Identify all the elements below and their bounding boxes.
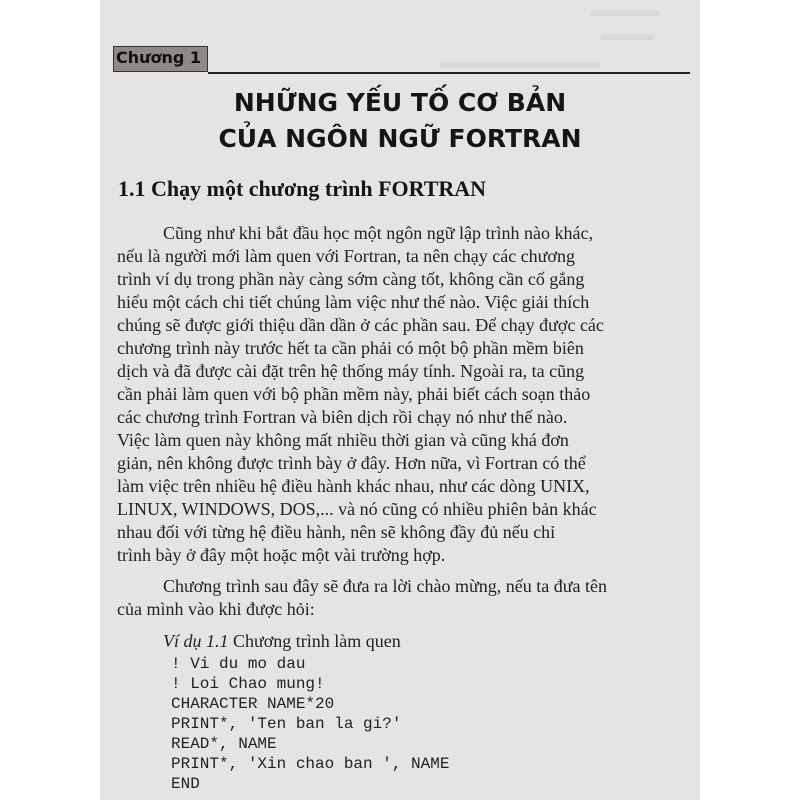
code-line: CHARACTER NAME*20 xyxy=(171,695,335,713)
paragraph-line: chương trình này trước hết ta cần phải có một bộ phần mềm biên xyxy=(117,338,584,358)
example-label: Ví dụ 1.1 xyxy=(163,631,229,651)
example-title: Chương trình làm quen xyxy=(228,631,401,651)
code-line: PRINT*, 'Ten ban la gi?' xyxy=(171,715,402,733)
paragraph-line: Việc làm quen này không mất nhiều thời gian và cũng khá đơn xyxy=(117,430,569,450)
paragraph-line: Cũng như khi bắt đầu học một ngôn ngữ lập trình nào khác, xyxy=(163,223,593,243)
chapter-title-line-2: CỦA NGÔN NGỮ FORTRAN xyxy=(218,124,582,153)
paragraph-line: của mình vào khi được hỏi: xyxy=(117,599,315,619)
paragraph-line: chúng sẽ được giới thiệu dần dần ở các phần sau. Để chạy được các xyxy=(117,315,604,335)
code-line: ! Vi du mo dau xyxy=(171,655,306,673)
example-caption xyxy=(163,631,401,652)
code-line: ! Loi Chao mung! xyxy=(171,675,325,693)
chapter-label: Chương 1 xyxy=(116,48,202,67)
paragraph-line: LINUX, WINDOWS, DOS,... và nó cũng có nhiều phiên bản khác xyxy=(117,499,597,519)
paragraph-line: dịch và đã được cài đặt trên hệ thống máy tính. Ngoài ra, ta cũng xyxy=(117,361,585,381)
paragraph-line: trình bày ở đây một hoặc một vài trường hợp. xyxy=(117,545,446,565)
paragraph-line: trình ví dụ trong phần này càng sớm càng tốt, không cần cố gắng xyxy=(117,269,585,289)
paragraph-line: cần phải làm quen với bộ phần mềm này, phải biết cách soạn thảo xyxy=(117,384,591,404)
paragraph-line: giản, nên không được trình bày ở đây. Hơn nữa, vì Fortran có thể xyxy=(117,453,586,473)
paragraph-line: hiểu một cách chi tiết chúng làm việc như thế nào. Việc giải thích xyxy=(117,292,590,312)
section-heading: 1.1 Chạy một chương trình FORTRAN xyxy=(118,176,487,201)
code-line: READ*, NAME xyxy=(171,735,277,753)
code-line: END xyxy=(171,775,200,793)
chapter-rule xyxy=(208,72,690,74)
chapter-title-line-1: NHỮNG YẾU TỐ CƠ BẢN xyxy=(233,88,567,117)
code-line: PRINT*, 'Xin chao ban ', NAME xyxy=(171,755,450,773)
paragraph-line: nếu là người mới làm quen với Fortran, ta nên chạy các chương xyxy=(117,246,575,266)
paragraph-line: các chương trình Fortran và biên dịch rồi chạy nó như thế nào. xyxy=(117,407,568,427)
paragraph-line: Chương trình sau đây sẽ đưa ra lời chào mừng, nếu ta đưa tên xyxy=(163,576,607,596)
paragraph-line: làm việc trên nhiều hệ điều hành khác nhau, như các dòng UNIX, xyxy=(117,476,590,496)
paragraph-line: nhau đối với từng hệ điều hành, nên sẽ không đầy đủ nếu chỉ xyxy=(117,522,556,542)
